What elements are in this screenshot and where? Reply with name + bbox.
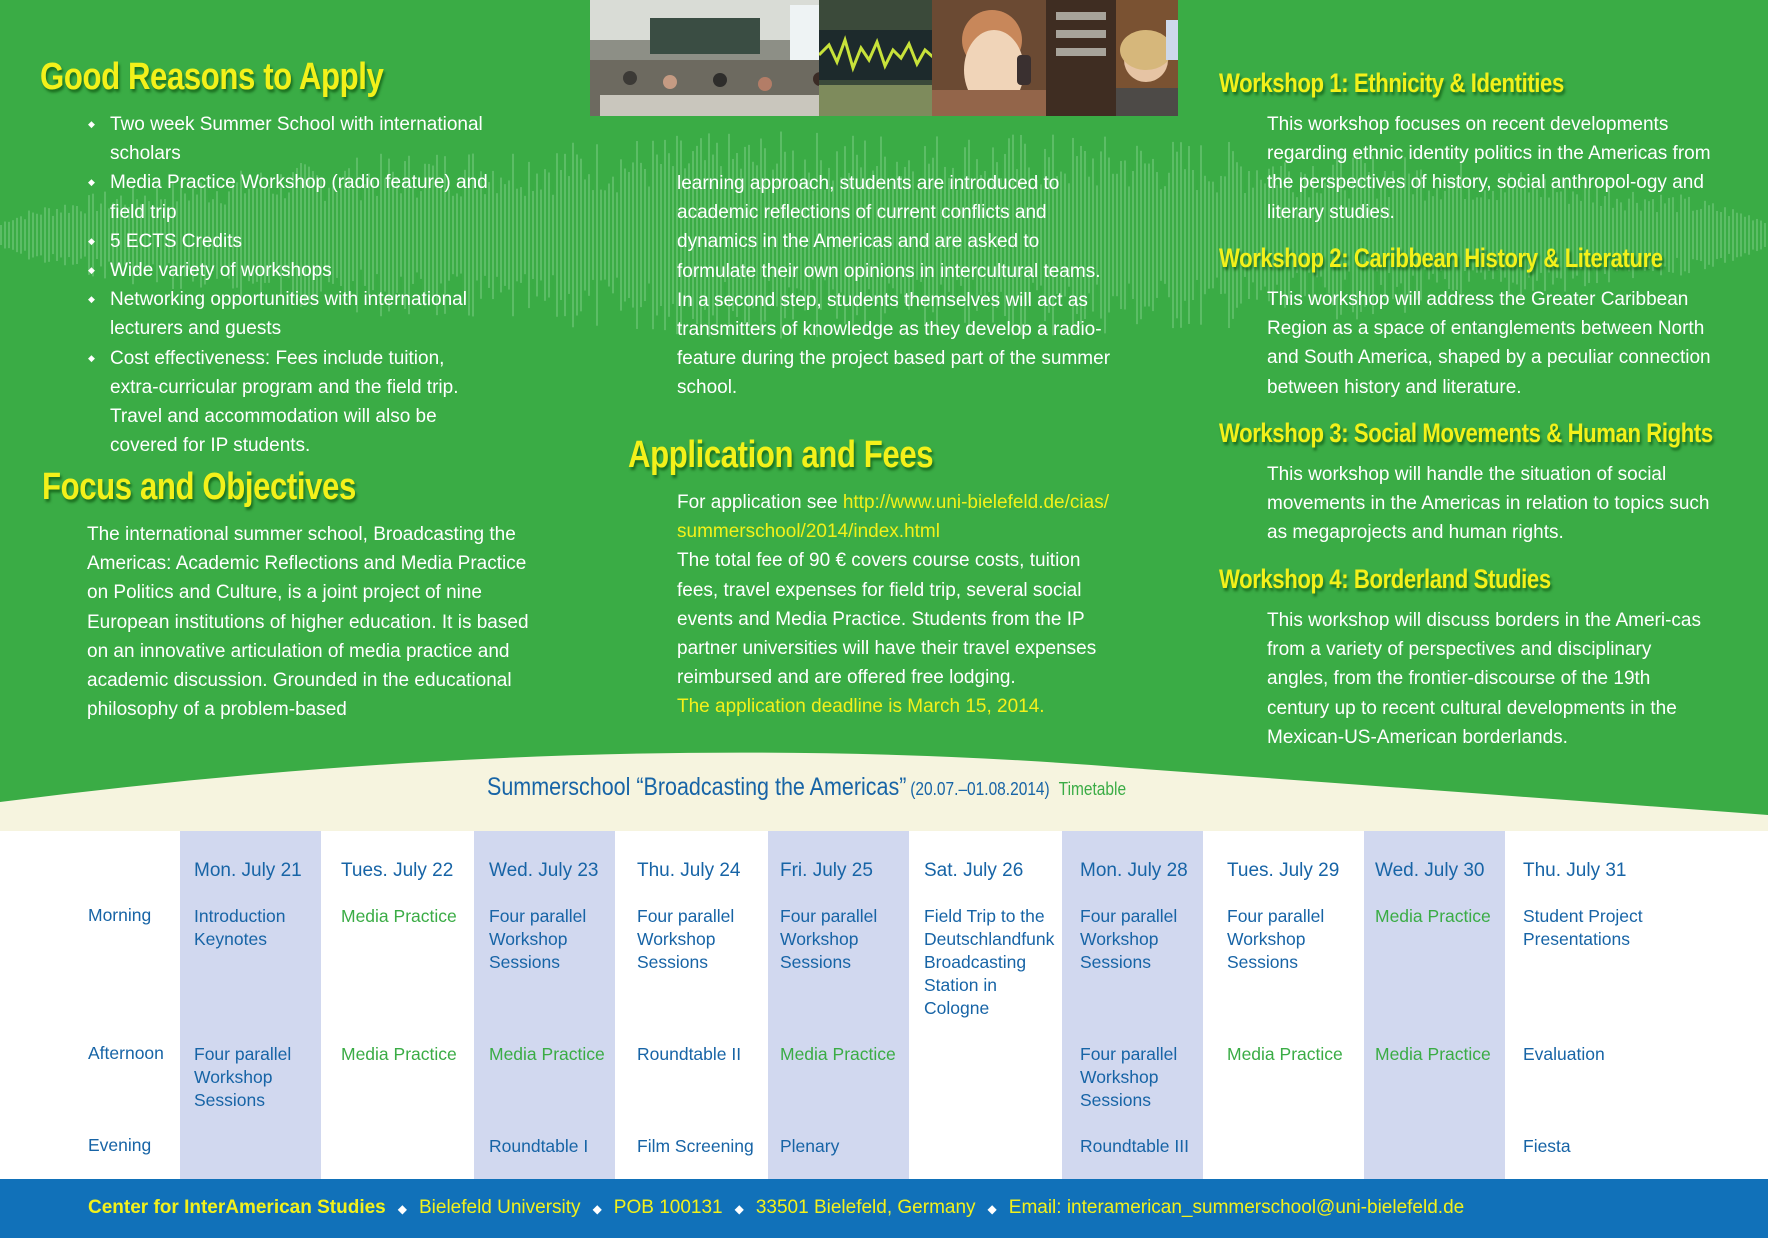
day-header: Mon. July 21	[194, 860, 302, 881]
focus-heading: Focus and Objectives	[42, 466, 356, 508]
application-url-link[interactable]: http://www.uni-bielefeld.de/cias/summerschool/2014/index.html	[677, 492, 1109, 543]
cell-afternoon: Media Practice	[780, 1044, 896, 1064]
application-intro: For application see	[677, 492, 843, 513]
workshop-2-text: This workshop will address the Greater Caribbean Region as a space of entanglements between North and South America, shaped by a peculiar connection between history and literature.	[1267, 289, 1711, 398]
footer-email[interactable]: Email: interamerican_summerschool@uni-bielefeld.de	[1008, 1197, 1465, 1218]
cell-afternoon: Evaluation	[1523, 1044, 1605, 1064]
cell-afternoon: Four parallel Workshop Sessions	[1080, 1044, 1178, 1110]
day-header: Thu. July 24	[637, 860, 741, 881]
application-body	[677, 488, 1117, 722]
cell-evening: Roundtable I	[489, 1136, 589, 1156]
student-phone-photo	[932, 0, 1045, 116]
timetable-title-main: Summerschool “Broadcasting the Americas”	[487, 773, 907, 801]
column-shade	[768, 831, 909, 1179]
column-shade	[474, 831, 615, 1179]
diamond-icon: ◆	[592, 1202, 602, 1216]
application-fees: The total fee of 90 € covers course costs, tuition fees, travel expenses for field trip, several social events and Media Practice. Students from the IP partner universities will have their travel expenses reimbursed and are offered free lodging.	[677, 550, 1097, 689]
row-label-afternoon: Afternoon	[88, 1043, 164, 1063]
reason-item: ◆ Cost effectiveness: Fees include tuition, extra-curricular program and the field trip. Travel and accommodation will also be covered for IP students.	[88, 344, 495, 461]
reasons-heading: Good Reasons to Apply	[40, 56, 384, 98]
footer-line	[88, 1197, 1464, 1219]
reason-item: ◆ Two week Summer School with international scholars	[88, 110, 523, 168]
day-header: Fri. July 25	[780, 860, 873, 881]
focus-body-part2: learning approach, students are introduced to academic reflections of current conflicts and dynamics in the Americas and are asked to formulate their own opinions in intercultural teams. In a second step, students themselves will act as transmitters of knowledge as they develop a radio-feature during the project based part of the summer school.	[677, 173, 1111, 399]
cell-evening: Roundtable III	[1080, 1136, 1189, 1156]
diamond-icon: ◆	[987, 1202, 997, 1216]
cell-morning: Media Practice	[1375, 906, 1491, 926]
cell-morning: Field Trip to the Deutschlandfunk Broadcasting Station in Cologne	[924, 906, 1055, 1018]
application-heading: Application and Fees	[628, 434, 934, 476]
reason-item: ◆ Networking opportunities with international lecturers and guests	[88, 285, 523, 343]
cell-morning: Media Practice	[341, 906, 457, 926]
workshop-4-text: This workshop will discuss borders in the Ameri-cas from a variety of perspectives and disciplinary angles, from the frontier-discourse of the 19th century up to recent cultural developments in the Mexican-US-American borderlands.	[1267, 610, 1701, 748]
classroom-photo	[590, 0, 819, 116]
radio-studio-photo	[1046, 0, 1178, 116]
day-header: Sat. July 26	[924, 860, 1024, 881]
day-header: Mon. July 28	[1080, 860, 1188, 881]
cell-afternoon: Media Practice	[341, 1044, 457, 1064]
workshop-1-title: Workshop 1: Ethnicity & Identities	[1219, 68, 1564, 98]
cell-evening: Plenary	[780, 1136, 840, 1156]
row-label-morning: Morning	[88, 905, 152, 925]
footer-university: Bielefeld University	[418, 1197, 581, 1218]
workshop-3-title: Workshop 3: Social Movements & Human Rights	[1219, 418, 1713, 448]
cell-afternoon: Media Practice	[489, 1044, 605, 1064]
day-header: Thu. July 31	[1523, 860, 1627, 881]
cell-afternoon: Roundtable II	[637, 1044, 742, 1064]
cell-morning: Four parallel Workshop Sessions	[1080, 906, 1178, 972]
focus-body-part1: The international summer school, Broadcasting the Americas: Academic Reflections and Media Practice on Politics and Culture, is a joint project of nine European institutions of higher education. It is based on an innovative articulation of media practice and academic discussion. Grounded in the educational philosophy of a problem-based	[87, 524, 529, 721]
workshop-4-title: Workshop 4: Borderland Studies	[1219, 564, 1551, 594]
timetable-title	[487, 773, 1126, 802]
timetable-subtitle: Timetable	[1058, 779, 1127, 799]
column-shade	[1062, 831, 1203, 1179]
footer-bar	[0, 1179, 1768, 1238]
column-shade	[180, 831, 321, 1179]
cell-morning: Four parallel Workshop Sessions	[489, 906, 587, 972]
diamond-icon: ◆	[397, 1202, 407, 1216]
timetable-dates: (20.07.–01.08.2014)	[910, 779, 1050, 799]
diamond-icon: ◆	[734, 1202, 744, 1216]
footer-center: Center for InterAmerican Studies	[88, 1197, 386, 1218]
cell-morning: Four parallel Workshop Sessions	[637, 906, 735, 972]
cell-afternoon: Media Practice	[1227, 1044, 1343, 1064]
day-header: Tues. July 29	[1227, 860, 1340, 881]
workshop-2-title: Workshop 2: Caribbean History & Literature	[1219, 243, 1663, 273]
cell-evening: Fiesta	[1523, 1136, 1571, 1156]
reason-item: ◆ Wide variety of workshops	[88, 256, 523, 285]
application-deadline: The application deadline is March 15, 2014.	[677, 696, 1045, 718]
day-header: Wed. July 23	[489, 860, 599, 881]
workshop-3-text: This workshop will handle the situation of social movements in the Americas in relation to topics such as megaprojects and human rights.	[1267, 464, 1710, 544]
footer-city: 33501 Bielefeld, Germany	[755, 1197, 976, 1218]
footer-pob: POB 100131	[613, 1197, 723, 1218]
cell-evening: Film Screening	[637, 1136, 754, 1156]
reasons-list	[88, 110, 523, 460]
column-shade	[1364, 831, 1505, 1179]
reason-item: ◆ 5 ECTS Credits	[88, 227, 523, 256]
cell-afternoon: Four parallel Workshop Sessions	[194, 1044, 292, 1110]
cell-morning: Introduction Keynotes	[194, 906, 286, 949]
audio-software-photo	[819, 0, 932, 116]
timetable	[0, 831, 1768, 1179]
photo-strip	[590, 0, 1178, 116]
row-label-evening: Evening	[88, 1135, 152, 1155]
cell-morning: Four parallel Workshop Sessions	[780, 906, 878, 972]
cell-afternoon: Media Practice	[1375, 1044, 1491, 1064]
day-header: Tues. July 22	[341, 860, 454, 881]
day-header: Wed. July 30	[1375, 860, 1485, 881]
cell-morning: Four parallel Workshop Sessions	[1227, 906, 1325, 972]
workshop-1-text: This workshop focuses on recent developments regarding ethnic identity politics in the Americas from the perspectives of history, social anthropol-ogy and literary studies.	[1267, 114, 1711, 223]
reason-item: ◆ Media Practice Workshop (radio feature) and field trip	[88, 168, 523, 226]
cell-morning: Student Project Presentations	[1523, 906, 1643, 949]
